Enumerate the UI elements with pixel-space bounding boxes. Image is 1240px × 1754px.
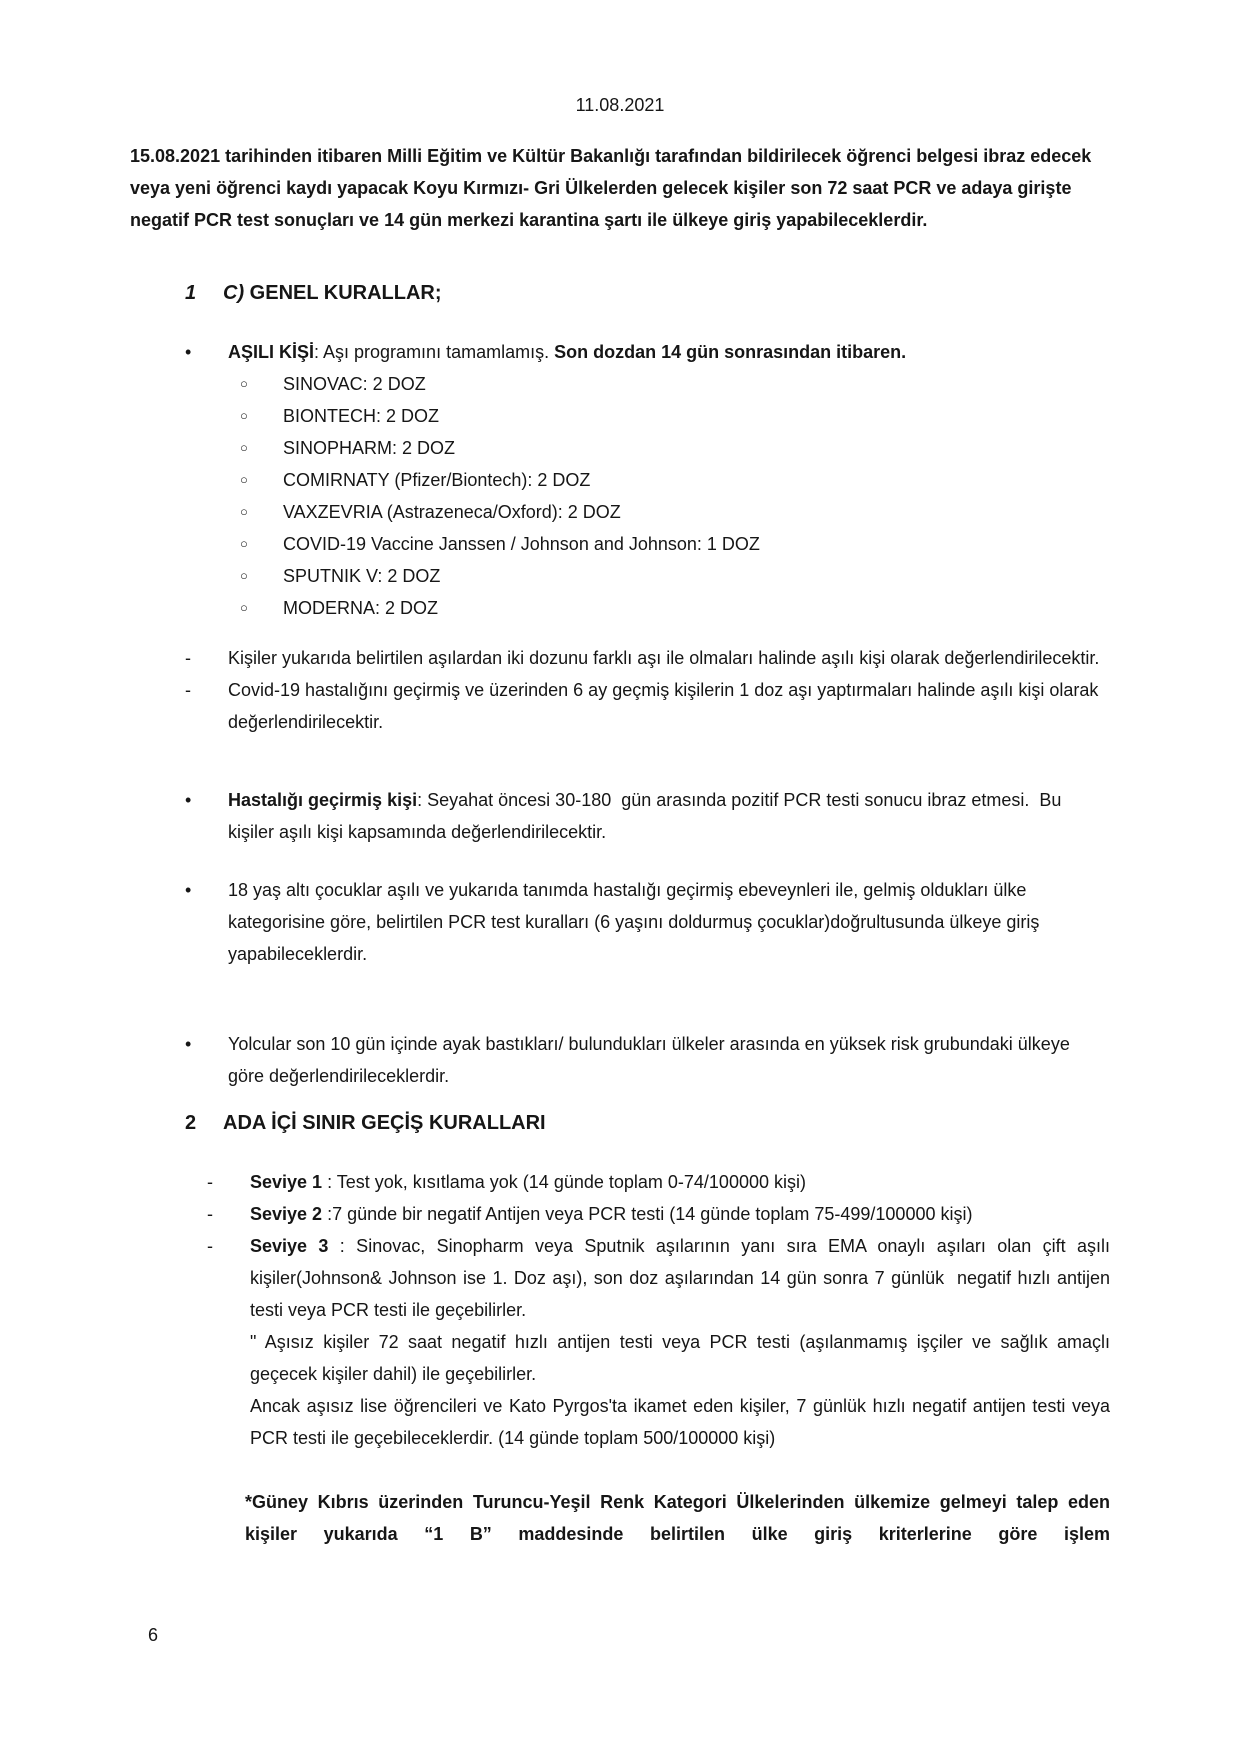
- circle-marker: ○: [240, 440, 248, 455]
- vaccine-item: [130, 464, 1110, 496]
- vaccine-item: [130, 432, 1110, 464]
- circle-marker: ○: [240, 504, 248, 519]
- level-3-text: [250, 1230, 1116, 1326]
- vaccine-item-text: COMIRNATY (Pfizer/Biontech): 2 DOZ: [283, 470, 591, 490]
- section-1-title-text: GENEL KURALLAR;: [244, 282, 442, 304]
- note-item-text: Covid-19 hastalığını geçirmiş ve üzerinden 6 ay geçmiş kişilerin 1 doz aşı yaptırmaları halinde aşılı kişi olarak değerlendirilecektir.: [228, 680, 1104, 732]
- circle-marker: ○: [240, 472, 248, 487]
- level-2-body: :7 günde bir negatif Antijen veya PCR testi (14 günde toplam 75-499/100000 kişi): [322, 1204, 973, 1224]
- level-2-text: [250, 1198, 1110, 1230]
- section-1-letter: C): [223, 282, 245, 304]
- level-item: [130, 1230, 1116, 1326]
- page-number: 6: [148, 1625, 159, 1645]
- vaccine-item: [130, 400, 1110, 432]
- level-2-label: Seviye 2: [250, 1204, 323, 1224]
- section-1-heading: [130, 278, 1110, 308]
- circle-marker: ○: [240, 568, 248, 583]
- recovered-body-text: : Seyahat öncesi 30-180 gün arasında pozitif PCR testi sonucu ibraz etmesi. Bu kişiler aşılı kişi kapsamında değerlendirilecektir.: [228, 790, 1067, 842]
- recovered-label: Hastalığı geçirmiş kişi: [228, 790, 418, 810]
- note-item: [130, 674, 1110, 738]
- level-3-extra-paragraph: Ancak aşısız lise öğrencileri ve Kato Pyrgos'ta ikamet eden kişiler, 7 günlük hızlı negatif antijen testi veya PCR testi ile geçebileceklerdir. (14 günde toplam 500/100000 kişi): [250, 1396, 1116, 1448]
- section-1-number: 1: [185, 282, 197, 304]
- level-3-extra-paragraph: " Aşısız kişiler 72 saat negatif hızlı antijen testi veya PCR testi (aşılanmamış işçiler ve sağlık amaçlı geçecek kişiler dahil) ile geçebilirler.: [250, 1332, 1116, 1384]
- circle-marker: ○: [240, 536, 248, 551]
- section-2-title: ADA İÇİ SINIR GEÇİŞ KURALLARI: [223, 1112, 546, 1134]
- bullet-marker: •: [185, 342, 192, 362]
- vaccine-item-text: SINOVAC: 2 DOZ: [283, 374, 426, 394]
- dash-marker: -: [207, 1204, 213, 1224]
- level-list: [130, 1166, 1116, 1454]
- intro-paragraph: 15.08.2021 tarihinden itibaren Milli Eğitim ve Kültür Bakanlığı tarafından bildirilecek öğrenci belgesi ibraz edecek veya yeni öğrenci kaydı yapacak Koyu Kırmızı- Gri Ülkelerden gelecek kişiler son 72 saat PCR ve adaya girişte negatif PCR test sonuçları ve 14 gün merkezi karantina şartı ile ülkeye giriş yapabileceklerdir.: [130, 146, 1092, 230]
- dash-marker: -: [207, 1172, 213, 1192]
- minors-text: 18 yaş altı çocuklar aşılı ve yukarıda tanımda hastalığı geçirmiş ebeveynleri ile, gelmiş oldukları ülke kategorisine göre, belirtilen PCR test kuralları (6 yaşını doldurmuş çocuklar)doğrultusunda ülkeye giriş yapabileceklerdir.: [228, 880, 1045, 964]
- vaccine-item-text: BIONTECH: 2 DOZ: [283, 406, 440, 426]
- note-item-text: Kişiler yukarıda belirtilen aşılardan iki dozunu farklı aşı ile olmaları halinde aşılı kişi olarak değerlendirilecektir.: [228, 648, 1100, 668]
- level-item: [130, 1198, 1110, 1230]
- recovered-person-item: [130, 784, 1110, 848]
- level-item: [130, 1166, 1110, 1198]
- level-1-body: : Test yok, kısıtlama yok (14 günde toplam 0-74/100000 kişi): [322, 1172, 806, 1192]
- vaccine-item: [130, 560, 1110, 592]
- vaccine-item-text: VAXZEVRIA (Astrazeneca/Oxford): 2 DOZ: [283, 502, 621, 522]
- vaccine-item: [130, 496, 1110, 528]
- vaccinated-mid-text: : Aşı programını tamamlamış.: [314, 342, 555, 362]
- vaccinated-tail-text: Son dozdan 14 gün sonrasından itibaren.: [554, 342, 907, 362]
- level-1-label: Seviye 1: [250, 1172, 323, 1192]
- level-1-text: [250, 1166, 1110, 1198]
- vaccine-item: [130, 368, 1110, 400]
- vaccine-item: [130, 528, 1110, 560]
- level-3-label: Seviye 3: [250, 1236, 329, 1256]
- section-2-number: 2: [185, 1112, 197, 1134]
- circle-marker: ○: [240, 408, 248, 423]
- vaccine-item-text: SPUTNIK V: 2 DOZ: [283, 566, 441, 586]
- travellers-text: Yolcular son 10 gün içinde ayak bastıkları/ bulundukları ülkeler arasında en yüksek risk grubundaki ülkeye göre değerlendirileceklerdir.: [228, 1034, 1075, 1086]
- dash-marker: -: [185, 680, 191, 700]
- note-item: [130, 642, 1110, 674]
- minors-item: [130, 874, 1110, 970]
- vaccine-item: [130, 592, 1110, 624]
- circle-marker: ○: [240, 600, 248, 615]
- note-list: [130, 642, 1110, 738]
- section-2-heading: [130, 1108, 1110, 1138]
- recovered-person-text: [228, 784, 1110, 848]
- dash-marker: -: [207, 1236, 213, 1256]
- bullet-marker: •: [185, 790, 192, 810]
- level-3-body: : Sinovac, Sinopharm veya Sputnik aşılarının yanı sıra EMA onaylı aşıları olan çift aşılı kişiler(Johnson& Johnson ise 1. Doz aşı), son doz aşılarından 14 gün sonra 7 günlük negatif hızlı antijen testi veya PCR testi ile geçebilirler.: [250, 1236, 1116, 1320]
- travellers-item: [130, 1028, 1110, 1092]
- circle-marker: ○: [240, 376, 248, 391]
- vaccine-list: [130, 368, 1110, 624]
- vaccinated-label: AŞILI KİŞİ: [228, 342, 315, 362]
- vaccine-item-text: SINOPHARM: 2 DOZ: [283, 438, 456, 458]
- vaccinated-person-item: [130, 336, 1110, 368]
- vaccine-item-text: COVID-19 Vaccine Janssen / Johnson and Johnson: 1 DOZ: [283, 534, 760, 554]
- section-1-title: [223, 278, 1110, 308]
- dash-marker: -: [185, 648, 191, 668]
- footnote-paragraph: *Güney Kıbrıs üzerinden Turuncu-Yeşil Renk Kategori Ülkelerinden ülkemize gelmeyi talep eden kişiler yukarıda “1 B” maddesinde belirtilen ülke giriş kriterlerine göre işlem: [245, 1492, 1116, 1544]
- document-date: 11.08.2021: [575, 95, 665, 115]
- vaccine-item-text: MODERNA: 2 DOZ: [283, 598, 439, 618]
- bullet-marker: •: [185, 880, 192, 900]
- vaccinated-person-text: [228, 336, 1110, 368]
- bullet-marker: •: [185, 1034, 192, 1054]
